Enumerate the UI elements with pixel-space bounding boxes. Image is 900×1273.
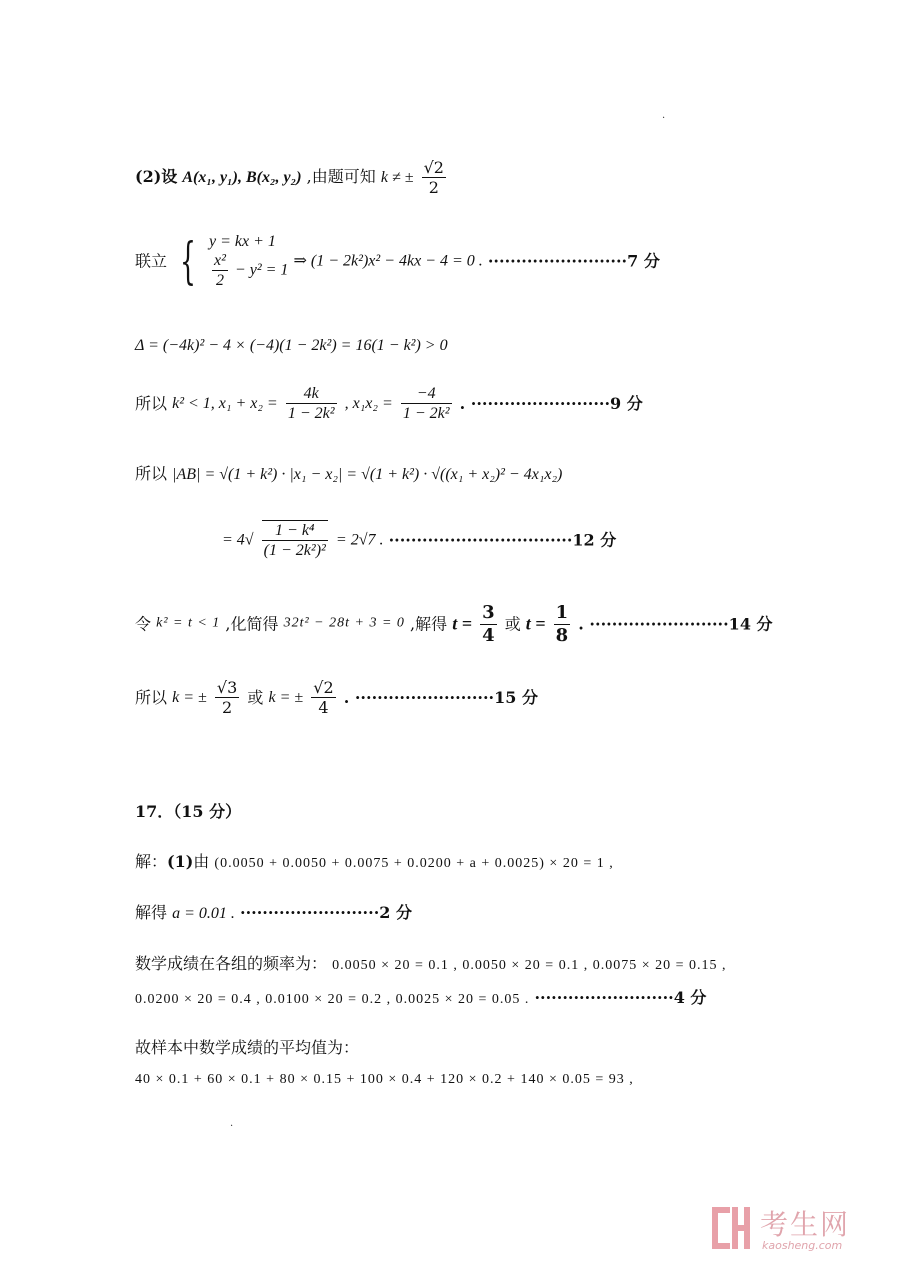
score-4: ·························4 分 <box>534 988 707 1007</box>
so-label: 所以 <box>135 464 168 483</box>
so-label: 所以 <box>135 394 168 414</box>
k-condition: k ≠ ± <box>380 169 414 187</box>
line-k-answer <box>135 678 538 717</box>
discriminant: Δ = (−4k)² − 4 × (−4)(1 − 2k²) = 16(1 − k²) > 0 <box>135 337 448 354</box>
logo-name: 考生网 <box>760 1208 851 1241</box>
fraction-denominator: 1 − 2k² <box>402 405 450 423</box>
line-frequencies <box>135 954 726 975</box>
line-ab-value <box>222 520 616 560</box>
line-ab-length <box>135 464 562 484</box>
points-ab: A(x₁, y₁), B(x₂, y₂) <box>182 169 302 187</box>
fraction-denominator: 2 <box>221 698 233 718</box>
fraction <box>480 602 497 646</box>
frequency-list-2: 0.0200 × 20 = 0.4 , 0.0100 × 20 = 0.2 , 0.0025 × 20 = 0.05 . <box>135 992 530 1007</box>
logo-url: kaosheng.com <box>762 1239 843 1252</box>
kaosheng-logo <box>710 1203 875 1253</box>
fraction-denominator: 4 <box>482 624 495 646</box>
solve-text: ,解得 <box>410 614 448 634</box>
mean-label: 故样本中数学成绩的平均值为： <box>135 1038 360 1057</box>
score-2: ·························2 分 <box>240 903 412 922</box>
corner-dot: . <box>662 110 666 121</box>
fraction-denominator: 1 − 2k² <box>287 405 335 423</box>
solution-label: 解： <box>135 852 168 871</box>
fraction-denominator: 4 <box>318 698 329 718</box>
score-14: . ·························14 分 <box>578 614 773 634</box>
fraction-numerator: √2 <box>423 158 444 177</box>
sqrt-prefix: = 4√ <box>222 531 254 549</box>
or-text: 或 <box>247 688 264 708</box>
k-equals: k = ± <box>268 689 304 707</box>
line-frequency-sum <box>135 852 614 873</box>
a-result: a = 0.01 . <box>172 905 235 922</box>
fraction-denominator: 2 <box>428 178 439 198</box>
equation-line: y = kx + 1 <box>209 233 276 250</box>
or-text: 或 <box>504 614 521 634</box>
score-15: . ·························15 分 <box>343 688 538 708</box>
fraction <box>401 384 452 423</box>
fraction <box>262 520 328 560</box>
fraction <box>212 251 228 290</box>
line-vieta <box>135 384 643 423</box>
frequency-list-1: 0.0050 × 20 = 0.1 , 0.0050 × 20 = 0.1 , 0.0075 × 20 = 0.15 , <box>332 958 727 973</box>
sum-equation: (0.0050 + 0.0050 + 0.0075 + 0.0200 + a + 0.0025) × 20 = 1 , <box>214 856 614 871</box>
t-equals: t = <box>452 613 472 634</box>
so-label: 所以 <box>135 688 168 708</box>
bottom-dot: . <box>230 1118 234 1129</box>
fraction <box>286 384 337 423</box>
let-label: 令 <box>135 614 152 634</box>
fraction <box>215 678 239 717</box>
fraction-numerator: √3 <box>216 678 238 697</box>
fraction-numerator: x² <box>212 251 228 271</box>
t-equals: t = <box>525 613 546 634</box>
simplify-text: ,化简得 <box>225 614 279 634</box>
score-7: ·························7 分 <box>487 251 660 271</box>
ab-result: = 2√7 . <box>335 531 384 549</box>
line-setup <box>135 158 449 197</box>
system-label: 联立 <box>135 251 168 271</box>
equation-hyperbola <box>209 251 288 290</box>
line-a-value <box>135 903 412 923</box>
fraction-numerator: 1 − k⁴ <box>262 521 328 541</box>
fraction-denominator: 8 <box>555 624 569 646</box>
combined-equation: ⇒ (1 − 2k²)x² − 4kx − 4 = 0 . <box>293 252 483 270</box>
brace-icon: { <box>180 232 196 291</box>
fraction-numerator: 1 <box>555 602 569 623</box>
quadratic-expr: 32t² − 28t + 3 = 0 <box>283 615 405 631</box>
fraction <box>422 158 446 197</box>
from-text: 由 <box>193 852 210 871</box>
fraction <box>554 602 571 646</box>
fraction <box>311 678 335 717</box>
k-equals: k = ± <box>172 689 207 707</box>
fraction-denominator: (1 − 2k²)² <box>263 542 326 560</box>
fraction-numerator: 3 <box>482 602 495 623</box>
fraction-numerator: −4 <box>401 384 452 404</box>
setup-text: ,由题可知 <box>306 167 376 187</box>
chord-length-expr: |AB| = √(1 + k²) · |x₁ − x₂| = √(1 + k²) · √((x₁ + x₂)² − 4x₁x₂) <box>172 466 563 483</box>
question-17-title: 17．（15 分） <box>135 802 242 821</box>
mean-expression: 40 × 0.1 + 60 × 0.1 + 80 × 0.15 + 100 × 0.4 + 120 × 0.2 + 140 × 0.05 = 93 , <box>135 1072 634 1087</box>
line-system <box>135 232 660 291</box>
equation-rest: − y² = 1 <box>234 261 289 279</box>
part-label: (2)设 <box>135 167 178 187</box>
score-9: . ·························9 分 <box>459 394 643 414</box>
part-label: (1) <box>167 852 194 871</box>
line-substitution <box>135 602 773 646</box>
equation-system <box>209 232 288 291</box>
product-expr: , x₁x₂ = <box>344 395 393 413</box>
sum-expr: k² < 1, x₁ + x₂ = <box>172 395 278 413</box>
fraction-numerator: √2 <box>313 678 334 697</box>
frequency-label: 数学成绩在各组的频率为： <box>135 954 328 973</box>
score-12: ·································12 分 <box>388 530 617 550</box>
fraction-numerator: 4k <box>286 384 337 404</box>
line-frequencies-2 <box>135 988 706 1009</box>
fraction-denominator: 2 <box>215 272 224 290</box>
substitution-expr: k² = t < 1 <box>156 615 221 631</box>
solve-label: 解得 <box>135 903 168 922</box>
